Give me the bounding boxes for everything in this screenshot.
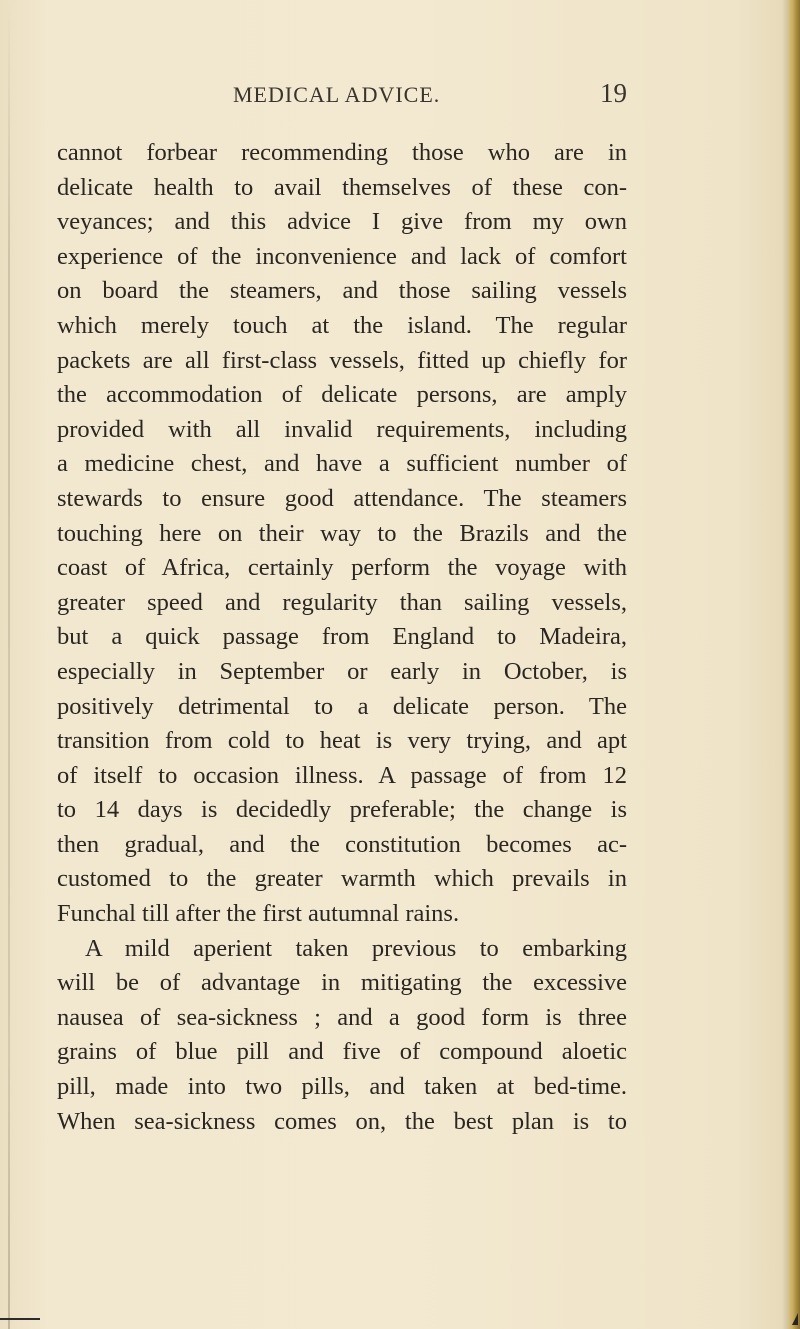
bottom-rule [0,1318,40,1320]
text-line: which merely touch at the island. The regular [57,311,627,339]
corner-mark [792,1313,798,1325]
text-line: A mild aperient taken previous to embarking [85,934,627,962]
text-line: provided with all invalid requirements, including [57,415,627,443]
text-line: grains of blue pill and five of compound aloetic [57,1038,627,1066]
text-line: a medicine chest, and have a sufficient number of [57,450,627,478]
text-line: transition from cold to heat is very trying, and apt [57,727,627,755]
text-line: especially in September or early in October, is [57,657,627,685]
text-line: nausea of sea-sickness ; and a good form is three [57,1003,627,1031]
page-number: 19 [600,78,627,108]
gilt-page-edge [788,0,800,1329]
text-line: then gradual, and the constitution becomes ac- [57,830,627,858]
text-line: positively detrimental to a delicate person. The [57,692,627,720]
page-header [0,78,800,112]
text-line: stewards to ensure good attendance. The steamers [57,484,627,512]
text-line: will be of advantage in mitigating the excessive [57,969,627,997]
text-line: greater speed and regularity than sailing vessels, [57,588,627,616]
text-line: When sea-sickness comes on, the best plan is to [57,1107,627,1135]
text-line: touching here on their way to the Brazils and the [57,519,627,547]
text-line: customed to the greater warmth which prevails in [57,865,627,893]
text-line: to 14 days is decidedly preferable; the change is [57,796,627,824]
text-line: on board the steamers, and those sailing vessels [57,277,627,305]
text-line: coast of Africa, certainly perform the voyage with [57,554,627,582]
text-line: pill, made into two pills, and taken at bed-time. [57,1073,627,1101]
text-line: delicate health to avail themselves of these con- [57,173,627,201]
text-line: the accommodation of delicate persons, are amply [57,381,627,409]
text-line: experience of the inconvenience and lack of comfort [57,242,627,270]
text-line: of itself to occasion illness. A passage of from 12 [57,761,627,789]
text-line: but a quick passage from England to Madeira, [57,623,627,651]
body-text [57,136,627,1139]
gutter-shadow [8,0,10,1329]
text-line: veyances; and this advice I give from my own [57,208,627,236]
text-line: cannot forbear recommending those who are in [57,139,627,166]
running-head: MEDICAL ADVICE. [233,82,441,107]
text-line: packets are all first-class vessels, fitted up chiefly for [57,346,627,374]
text-line: Funchal till after the first autumnal rains. [57,900,460,928]
